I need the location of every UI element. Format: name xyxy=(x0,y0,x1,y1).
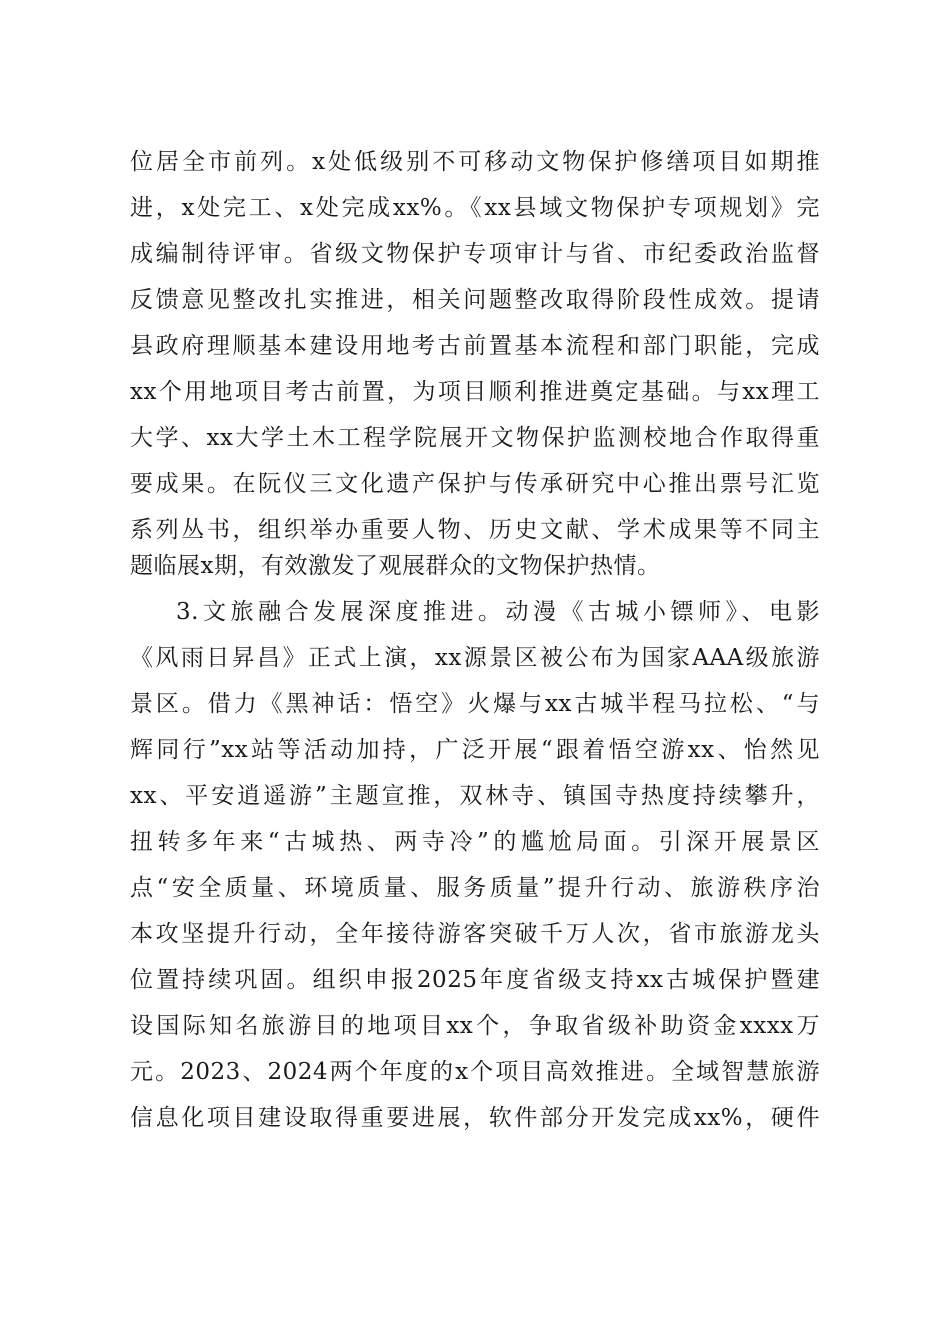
paragraph-1-line-6: xx个用地项目考古前置，为项目顺利推进奠定基础。与xx理工 xyxy=(130,379,820,405)
paragraph-2-line-9: 位置持续巩固。组织申报2025年度省级支持xx古城保护暨建 xyxy=(130,967,820,993)
paragraph-2-line-2: 《风雨日昇昌》正式上演，xx源景区被公布为国家AAA级旅游 xyxy=(130,645,820,671)
paragraph-1-line-3: 成编制待评审。省级文物保护专项审计与省、市纪委政治监督 xyxy=(130,241,820,267)
paragraph-1-line-9: 系列丛书，组织举办重要人物、历史文献、学术成果等不同主 xyxy=(130,517,820,543)
paragraph-2-line-3: 景区。借力《黑神话：悟空》火爆与xx古城半程马拉松、“与 xyxy=(130,691,820,717)
paragraph-2-line-8: 本攻坚提升行动，全年接待游客突破千万人次，省市旅游龙头 xyxy=(130,921,820,947)
paragraph-1-line-2: 进，x处完工、x处完成xx%。《xx县域文物保护专项规划》完 xyxy=(130,195,820,221)
paragraph-2-line-4: 辉同行”xx站等活动加持，广泛开展“跟着悟空游xx、怡然见 xyxy=(130,737,820,763)
paragraph-2-line-7: 点“安全质量、环境质量、服务质量”提升行动、旅游秩序治 xyxy=(130,875,820,901)
paragraph-1-line-10: 题临展x期，有效激发了观展群众的文物保护热情。 xyxy=(130,553,661,579)
paragraph-2-line-5: xx、平安逍遥游”主题宣推，双林寺、镇国寺热度持续攀升， xyxy=(130,783,820,809)
paragraph-1-line-5: 县政府理顺基本建设用地考古前置基本流程和部门职能，完成 xyxy=(130,333,820,359)
paragraph-2-line-12: 信息化项目建设取得重要进展，软件部分开发完成xx%，硬件 xyxy=(130,1105,820,1131)
paragraph-2-line-6: 扭转多年来“古城热、两寺冷”的尴尬局面。引深开展景区 xyxy=(130,829,820,855)
paragraph-1-line-4: 反馈意见整改扎实推进，相关问题整改取得阶段性成效。提请 xyxy=(130,287,820,313)
paragraph-2-line-1: 3.文旅融合发展深度推进。动漫《古城小镖师》、电影 xyxy=(176,599,820,625)
paragraph-1-line-1: 位居全市前列。x处低级别不可移动文物保护修缮项目如期推 xyxy=(130,149,820,175)
paragraph-1-line-8: 要成果。在阮仪三文化遗产保护与传承研究中心推出票号汇览 xyxy=(130,471,820,497)
paragraph-1-line-7: 大学、xx大学土木工程学院展开文物保护监测校地合作取得重 xyxy=(130,425,820,451)
paragraph-2-line-10: 设国际知名旅游目的地项目xx个，争取省级补助资金xxxx万 xyxy=(130,1013,820,1039)
paragraph-2-line-11: 元。2023、2024两个年度的x个项目高效推进。全域智慧旅游 xyxy=(130,1059,820,1085)
